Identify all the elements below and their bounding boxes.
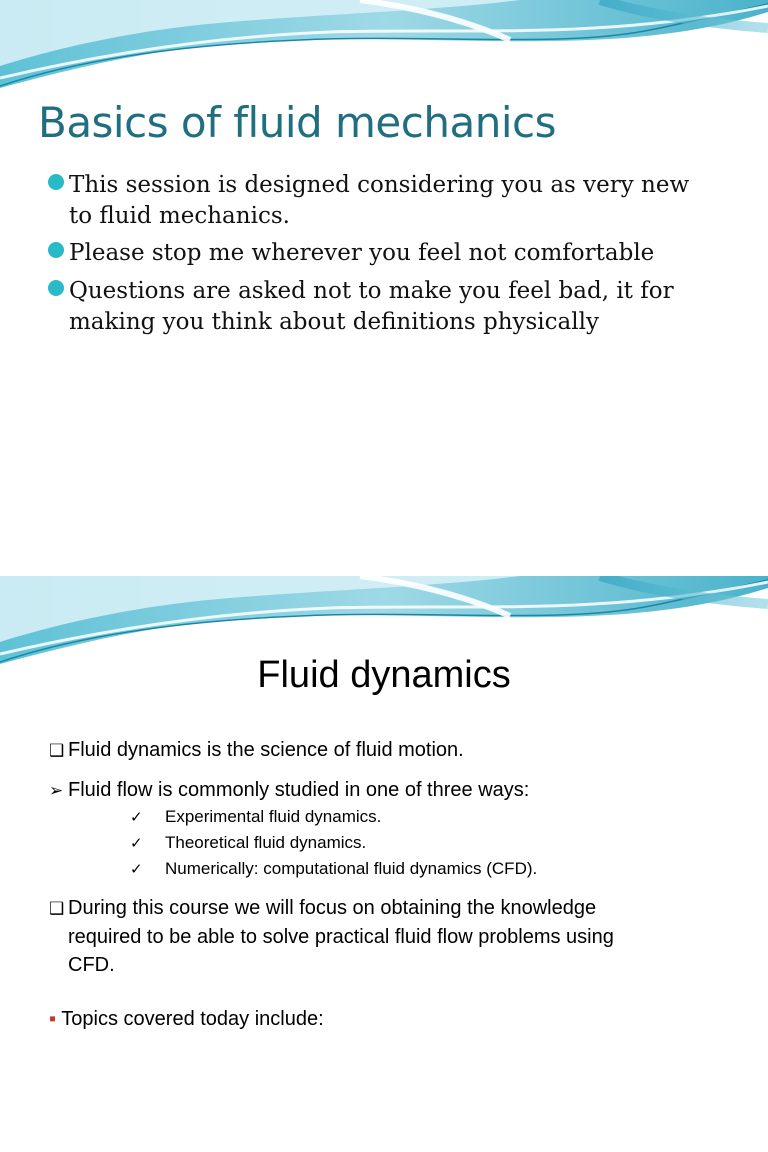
focus-text: CFD. bbox=[68, 954, 115, 976]
method-item-text: Numerically: computational fluid dynamics (CFD). bbox=[165, 859, 538, 878]
checkmark-icon: ✓ bbox=[130, 809, 143, 826]
focus-text: During this course we will focus on obtaining the knowledge bbox=[68, 897, 597, 919]
focus-text: required to be able to solve practical fluid flow problems using bbox=[68, 926, 614, 948]
bullet-text: Please stop me wherever you feel not comfortable bbox=[69, 240, 655, 266]
intro-text: Fluid dynamics is the science of fluid motion. bbox=[68, 739, 464, 761]
bullet-text: making you think about definitions physically bbox=[69, 309, 599, 335]
slide-1-bullet-list bbox=[0, 170, 768, 338]
topics-line-partial bbox=[49, 1008, 324, 1031]
bullet-text: to fluid mechanics. bbox=[69, 203, 290, 229]
bullet-dot-icon bbox=[48, 174, 64, 190]
bullet-text: This session is designed considering you as very new bbox=[69, 172, 690, 198]
bullet-dot-icon bbox=[48, 242, 64, 258]
method-item bbox=[130, 857, 537, 882]
red-square-bullet-icon: ▪ bbox=[49, 1008, 57, 1030]
bullet-item bbox=[0, 276, 709, 338]
bullet-dot-icon bbox=[48, 280, 64, 296]
checkmark-icon: ✓ bbox=[130, 861, 143, 878]
method-item bbox=[130, 805, 381, 830]
bullet-item bbox=[0, 170, 709, 232]
method-item-text: Experimental fluid dynamics. bbox=[165, 807, 382, 826]
methods-text: Fluid flow is commonly studied in one of three ways: bbox=[68, 779, 530, 801]
topics-text: Topics covered today include: bbox=[61, 1008, 324, 1030]
arrow-bullet-icon: ➢ bbox=[49, 781, 64, 800]
intro-line bbox=[49, 736, 464, 765]
slide-1-title: Basics of fluid mechanics bbox=[38, 98, 556, 147]
checkbox-square-icon: ❑ bbox=[49, 899, 65, 918]
bullet-item bbox=[0, 238, 709, 269]
slide-2 bbox=[0, 576, 768, 1152]
methods-line bbox=[49, 776, 529, 805]
slide-2-title: Fluid dynamics bbox=[257, 654, 511, 696]
bullet-text: Questions are asked not to make you feel bad, it for bbox=[69, 278, 674, 304]
method-item bbox=[130, 831, 366, 856]
checkbox-square-icon: ❑ bbox=[49, 741, 65, 760]
focus-paragraph bbox=[49, 894, 729, 979]
wave-header-decoration bbox=[0, 0, 768, 110]
method-item-text: Theoretical fluid dynamics. bbox=[165, 833, 367, 852]
checkmark-icon: ✓ bbox=[130, 835, 143, 852]
